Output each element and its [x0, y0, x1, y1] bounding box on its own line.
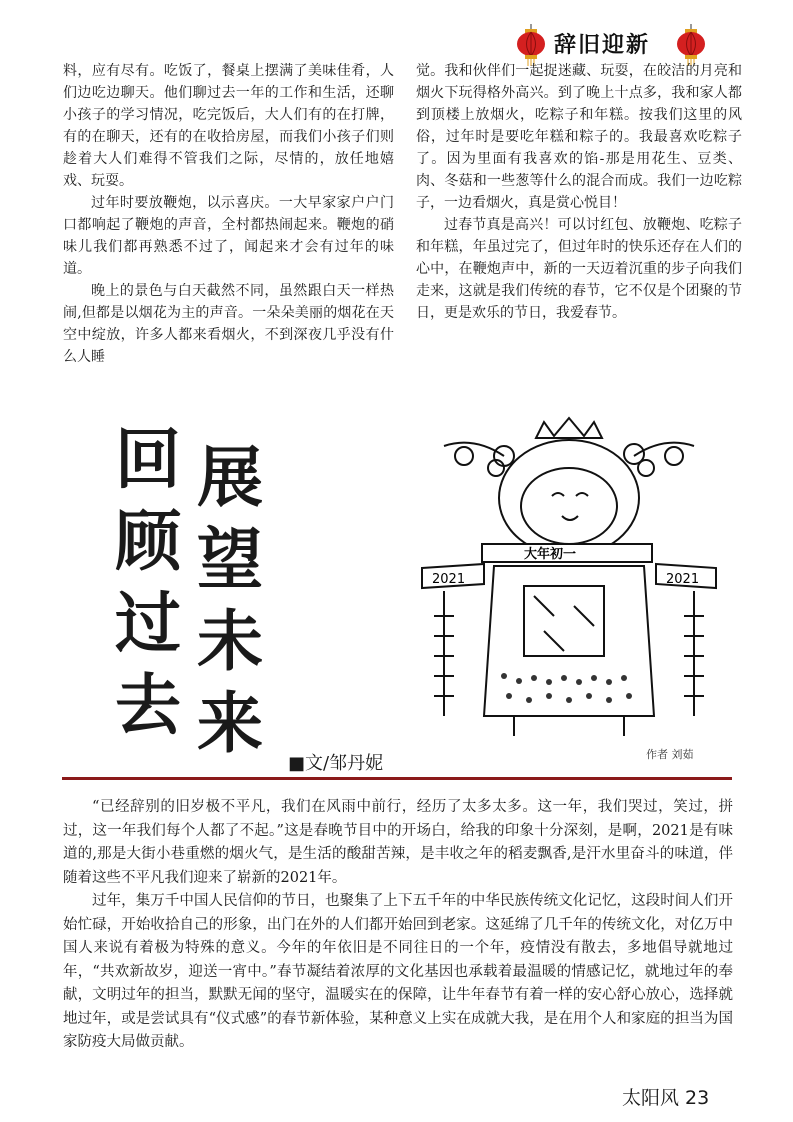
- illustration-year-left: 2021: [432, 572, 466, 587]
- article1-paragraph: 觉。我和伙伴们一起捉迷藏、玩耍，在皎洁的月亮和烟火下玩得格外高兴。到了晚上十点多，我和家人都到顶楼上放烟火，吃粽子和年糕。按我们这里的风俗，过年时是要吃年糕和粽子的。我最喜欢吃粽子了。因为里面有我喜欢的馅-那是用花生、豆类、肉、冬菇和一些葱等什么的混合而成。我们一边吃粽子，一边看烟火，真是赏心悦目！: [416, 63, 742, 211]
- article1-paragraph: 过年时要放鞭炮，以示喜庆。一大早家家户户门口都响起了鞭炮的声音，全村都热闹起来。鞭炮的硝味儿我们都再熟悉不过了，闻起来才会有过年的味道。: [63, 195, 394, 277]
- title-character: 回: [115, 420, 181, 498]
- section-header: [510, 22, 740, 62]
- illustration-year-right: 2021: [666, 572, 700, 587]
- title-character: 过: [115, 584, 181, 662]
- illustration-credit: 作者 刘茹: [646, 748, 694, 761]
- title-character: 来: [197, 684, 263, 762]
- page-number: 23: [685, 1087, 710, 1109]
- article1-paragraph: 料，应有尽有。吃饭了，餐桌上摆满了美味佳肴，人们边吃边聊天。他们聊过去一年的工作和生活，还聊小孩子的学习情况，吃完饭后，大人们有的在打牌，有的在聊天，还有的在收拾房屋，而我们小孩子们则趁着大人们难得不管我们之际，尽情的，放任地嬉戏、玩耍。: [63, 63, 394, 189]
- article2-paragraph: “已经辞别的旧岁极不平凡，我们在风雨中前行，经历了太多太多。这一年，我们哭过，笑过，拼过，这一年我们每个人都了不起。”这是春晚节目中的开场白，给我的印象十分深刻，是啊，2021是有味道的,那是大街小巷重燃的烟火气，是生活的酸甜苦辣，是丰收之年的稻麦飘香,是汗水里奋斗的味道，伴随着这些不平凡我们迎来了崭新的2021年。: [63, 799, 733, 886]
- magazine-name: 太阳风: [622, 1087, 680, 1109]
- article2-title-future: [190, 436, 270, 764]
- page-footer: [622, 1083, 709, 1110]
- article1-paragraph: 过春节真是高兴！可以讨红包、放鞭炮、吃粽子和年糕，年虽过完了，但过年时的快乐还存在人们的心中，在鞭炮声中，新的一天迈着沉重的步子向我们走来，这就是我们传统的春节，它不仅是个团聚的节日，更是欢乐的节日，我爱春节。: [416, 217, 742, 321]
- new-year-illustration: [404, 416, 734, 744]
- section-divider: [62, 777, 732, 780]
- article2-author: ■文/邹丹妮: [288, 753, 384, 774]
- section-title: 辞旧迎新: [554, 32, 651, 58]
- article1-right-column: [416, 60, 742, 324]
- article2-title-past: [108, 418, 188, 746]
- title-character: 去: [115, 666, 181, 744]
- article2-paragraph: 过年，集万千中国人民信仰的节日，也聚集了上下五千年的中华民族传统文化记忆，这段时间人们开始忙碌，开始收拾自己的形象，出门在外的人们都开始回到老家。这延绵了几千年的传统文化，对亿万中国人来说有着极为特殊的意义。今年的年依旧是不同往日的一个年，疫情没有散去，多地倡导就地过年，“共欢新故岁，迎送一宵中。”春节凝结着浓厚的文化基因也承载着最温暖的情感记忆，就地过年的奉献，文明过年的担当，默默无闻的坚守，温暖实在的保障，让牛年春节有着一样的安心舒心放心，选择就地过年，或是尝试具有“仪式感”的春节新体验，某种意义上实在成就大我，是在用个人和家庭的担当为国家防疫大局做贡献。: [63, 893, 733, 1050]
- article2-body: [63, 796, 733, 1055]
- illustration-banner: 大年初一: [524, 547, 577, 562]
- article1-paragraph: 晚上的景色与白天截然不同，虽然跟白天一样热闹,但都是以烟花为主的声音。一朵朵美丽的烟花在天空中绽放，许多人都来看烟火，不到深夜几乎没有什么人睡: [63, 283, 394, 365]
- article1-left-column: [63, 60, 394, 368]
- title-character: 顾: [115, 502, 181, 580]
- title-character: 展: [197, 438, 263, 516]
- title-character: 未: [197, 602, 263, 680]
- title-character: 望: [197, 520, 263, 598]
